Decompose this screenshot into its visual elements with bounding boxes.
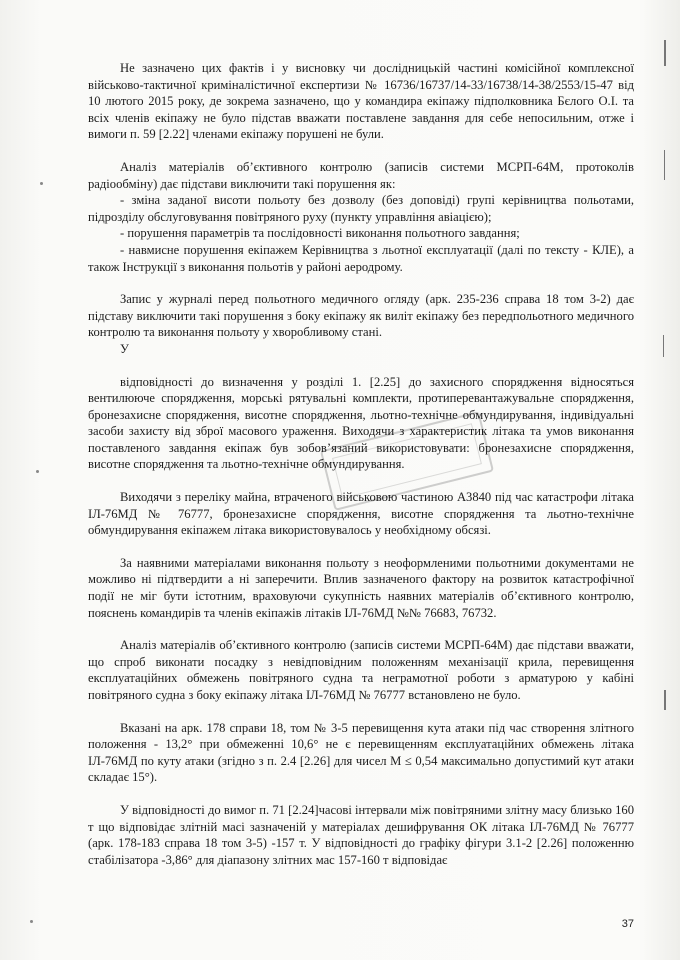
paragraph-fragment: У (120, 341, 129, 356)
scan-edge-mark (664, 690, 666, 710)
list-item: - зміна заданої висоти польоту без дозволу (без доповіді) групі керівництва польотами, підрозділу обслуговування повітряного руху (пункту управління авіацією); (88, 193, 634, 224)
scan-speck (36, 470, 39, 473)
paragraph: Вказані на арк. 178 справи 18, том № 3-5 перевищення кута атаки під час створення злітного положення - 13,2° при обмеженні 10,6° не є перевищенням експлуатаційних обмежень літака ІЛ-76МД по куту атаки (згідно з п. 2.4 [2.26] для чисел М ≤ 0,54 максимально допустимий кут атаки складає 15°). (88, 720, 634, 785)
paragraph: У відповідності до вимог п. 71 [2.24]часові інтервали між повітряними злітну масу близько 160 т що відповідає злітній масі зазначеній у матеріалах дешифрування ОК літака ІЛ-76МД № 76777 (арк. 178-183 справа 18 том 3-5) -157 т. У відповідності до графіку фігури 3.1-2 [2.26] положенню стабілізатора -3,86° для діапазону злітних мас 157-160 т відповідає (88, 802, 634, 867)
paragraph: Запис у журналі перед польотного медичного огляду (арк. 235-236 справа 18 том 3-2) дає підставу виключити такі порушення з боку екіпажу як виліт екіпажу без передпольотного медичного контролю та виконання польоту у хворобливому стані. (88, 292, 634, 340)
paragraph: відповідності до визначення у розділі 1. [2.25] до захисного спорядження відносяться вентилююче спорядження, морські рятувальні комплекти, протиперевантажувальне спорядження, бронезахисне спорядження, висотне спорядження, льотно-технічне обмундирування, індивідуальні засоби захисту від зброї масового ураження. Виходячи з характеристик літака та умов виконання поставленого завдання екіпаж був зобов’язаний використовувати: бронезахисне спорядження, висотне спорядження та льотно-технічне обмундирування. (88, 374, 634, 472)
scan-edge-mark (664, 40, 666, 66)
list-item: - порушення параметрів та послідовності виконання польотного завдання; (120, 226, 520, 241)
paragraph: Аналіз матеріалів об’єктивного контролю (записів системи МСРП-64М, протоколів радіообміну) дає підстави виключити такі порушення як: (88, 159, 634, 191)
scan-speck (30, 920, 33, 923)
scan-edge-mark (664, 150, 665, 180)
list-item: - навмисне порушення екіпажем Керівництва з льотної експлуатації (далі по тексту - КЛЕ), а також Інструкції з виконання польотів у районі аеродрому. (88, 242, 634, 274)
paragraph: Аналіз матеріалів об’єктивного контролю (записів системи МСРП-64М) дає підстави вважати, що спроб виконати посадку з невідповідним положенням механізації крила, перевищення експлуатаційних обмежень повітряного судна та неграмотної роботи з арматурою у кабіні повітряного судна з боку екіпажу літака ІЛ-76МД № 76777 встановлено не було. (88, 638, 634, 702)
paragraph: За наявними матеріалами виконання польоту з неоформленими польотними документами не можливо ні підтвердити а ні заперечити. Вплив зазначеного фактору на розвиток катастрофічної події не міг бути істотним, враховуючи сукупність наявних матеріалів об’єктивного контролю, пояснень командирів та членів екіпажів літаків ІЛ-76МД №№ 76683, 76732. (88, 555, 634, 620)
paragraph: Виходячи з переліку майна, втраченого військовою частиною А3840 під час катастрофи літака ІЛ-76МД № 76777, бронезахисне спорядження, висотне спорядження та льотно-технічне обмундирування екіпажем літака використовувалось у необхідному обсязі. (88, 490, 634, 538)
page-number: 37 (621, 918, 634, 930)
document-body (88, 60, 634, 868)
scan-speck (40, 182, 43, 185)
scan-edge-mark (663, 335, 664, 357)
paragraph: Не зазначено цих фактів і у висновку чи дослідницькій частині комісійної комплексної військово-тактичної криміналістичної експертизи № 16736/16737/14-33/16738/14-38/2553/15-47 від 10 лютого 2015 року, де зокрема зазначено, що у командира екіпажу підполковника Бєлого О.І. та всіх членів екіпажу не було підстав вважати поставлене завдання для себе непосильним, отже і вимоги п. 59 [2.22] членами екіпажу порушені не були. (88, 61, 634, 142)
